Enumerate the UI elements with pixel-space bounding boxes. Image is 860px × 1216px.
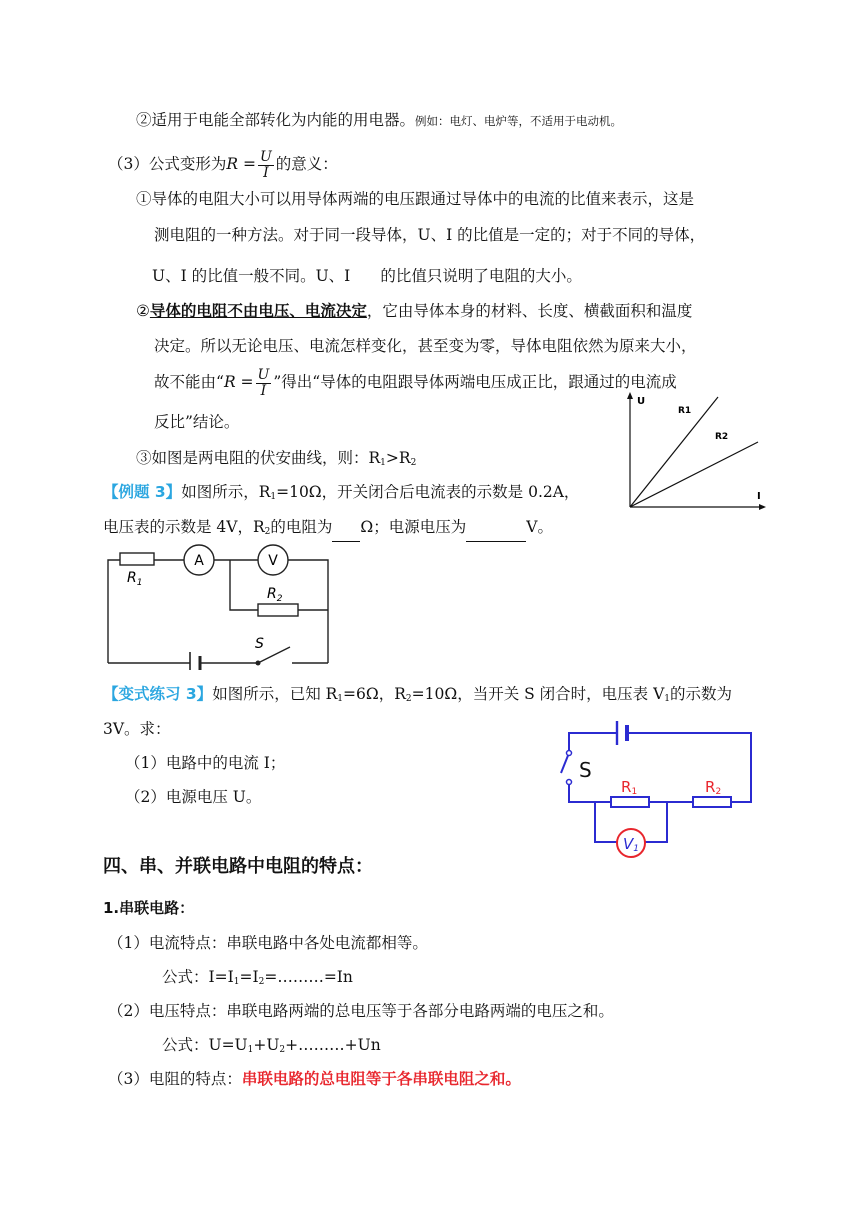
fraction-u-over-i: $\frac{U}{I}$ xyxy=(259,148,272,181)
graph-label-r1: R1 xyxy=(678,406,692,416)
circuit-diagram-1 xyxy=(100,540,340,670)
emphasis-resistance: 导体的电阻不由电压、电流决定 xyxy=(149,301,367,320)
label-r2-2: R2 xyxy=(705,778,722,797)
section-title: 四、串、并联电路中电阻的特点： xyxy=(103,856,373,877)
graph-xlabel: I xyxy=(757,491,761,502)
variant3-q1: （1）电路中的电流 I； xyxy=(125,754,286,772)
variant3-tag: 【变式练习 3】 xyxy=(103,685,213,703)
para-applicable: ②适用于电能全部转化为内能的用电器。例如：电灯、电炉等，不适用于电动机。 xyxy=(136,111,623,129)
fraction-u-over-i-2: $\frac{U}{I}$ xyxy=(257,366,270,399)
variant3-q2: （2）电源电压 U。 xyxy=(125,788,262,806)
circuit-diagram-2 xyxy=(555,715,760,863)
para-resistance-l1: ②导体的电阻不由电压、电流决定，它由导体本身的材料、长度、横截面积和温度 xyxy=(136,301,693,320)
graph-line-r2 xyxy=(630,442,758,507)
para-vi-curve: ③如图是两电阻的伏安曲线，则：$R_1>R_2$ xyxy=(136,449,417,468)
graph-ylabel: U xyxy=(637,396,646,407)
answer-blank-voltage[interactable] xyxy=(466,525,526,542)
label-switch-2: S xyxy=(579,758,592,782)
label-r1-2: R1 xyxy=(621,778,638,797)
graph-y-arrow xyxy=(627,392,633,399)
graph-label-r2: R2 xyxy=(715,432,729,442)
para-applicable-note: 例如：电灯、电炉等，不适用于电动机。 xyxy=(415,114,623,128)
series-resistance: （3）电阻的特点：串联电路的总电阻等于各串联电阻之和。 xyxy=(108,1070,521,1088)
para-ratio-l3: U、I 的比值一般不同。U、I 的比值只说明了电阻的大小。 xyxy=(152,267,582,285)
para-formula-transform: （3）公式变形为R = $\frac{U}{I}$ 的意义： xyxy=(108,148,338,181)
variant3-l2: 3V。求： xyxy=(103,720,171,738)
resistor-r1 xyxy=(120,553,154,565)
subsection-title: 1.串联电路： xyxy=(103,899,195,917)
series-voltage-formula: 公式：$U=U_1+U_2+\dots\dots\dots+Un$ xyxy=(162,1036,381,1055)
para-ratio-l1: ①导体的电阻大小可以用导体两端的电压跟通过导体中的电流的比值来表示，这是 xyxy=(136,190,695,208)
series-current: （1）电流特点：串联电路中各处电流都相等。 xyxy=(108,934,428,952)
para-resistance-l3: 故不能由“R = $\frac{U}{I}$ ”得出“导体的电阻跟导体两端电压成正比，跟通过的电流成 xyxy=(154,366,677,399)
graph-x-arrow xyxy=(759,504,766,510)
label-r2: $R_2$ xyxy=(267,586,283,604)
vi-graph xyxy=(620,390,770,515)
series-voltage: （2）电压特点：串联电路两端的总电压等于各部分电路两端的电压之和。 xyxy=(108,1002,614,1020)
example3-tag: 【例题 3】 xyxy=(103,483,182,501)
label-v1: V1 xyxy=(623,835,639,854)
example3-l2: 电压表的示数是 4V，$R_2$的电阻为 Ω；电源电压为 V。 xyxy=(103,517,553,542)
graph-line-r1 xyxy=(630,397,718,507)
para-ratio-l2: 测电阻的一种方法。对于同一段导体，U、I 的比值是一定的；对于不同的导体， xyxy=(154,226,706,244)
para-resistance-l4: 反比”结论。 xyxy=(154,413,240,431)
series-current-formula: 公式：$I=I_1=I_2=\dots\dots\dots=In$ xyxy=(162,968,353,987)
example3-l1: 【例题 3】如图所示，$R_1=10\Omega$，开关闭合后电流表的示数是 0.2A， xyxy=(103,483,580,502)
series-resistance-rule: 串联电路的总电阻等于各串联电阻之和。 xyxy=(241,1070,521,1088)
variant3-l1: 【变式练习 3】如图所示，已知 $R_1=6\Omega$，$R_2=10\Omega$，当开关 S 闭合时，电压表 $V_1$的示数为 xyxy=(103,685,733,704)
label-ammeter: A xyxy=(194,553,204,569)
para-resistance-l2: 决定。所以无论电压、电流怎样变化，甚至变为零，导体电阻依然为原来大小， xyxy=(154,337,697,355)
label-voltmeter: V xyxy=(268,553,278,569)
resistor-r2 xyxy=(258,604,298,616)
label-r1: $R_1$ xyxy=(127,570,143,588)
label-switch: S xyxy=(255,636,264,652)
